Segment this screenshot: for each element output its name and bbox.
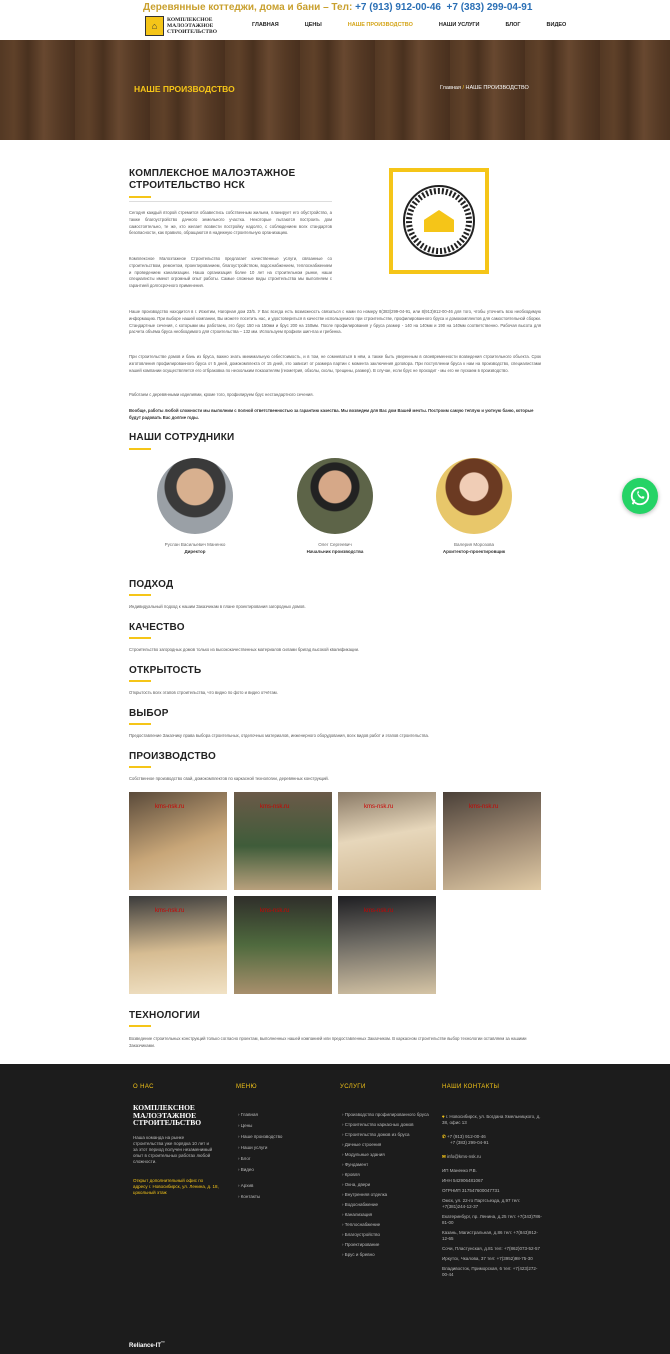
footer-branch: Екатеринбург, пр. Ленина, д.25 тел: +7(343)786-81-00: [442, 1214, 542, 1225]
footer-about-title: О НАС: [133, 1084, 154, 1090]
gallery-watermark: kms-nsk.ru: [260, 804, 290, 810]
footer-service-item[interactable]: › Брус и бревно: [342, 1252, 375, 1257]
avatar: [297, 458, 373, 534]
emblem-seal: [403, 185, 475, 257]
footer-contacts-title: НАШИ КОНТАКТЫ: [442, 1084, 500, 1090]
avatar: [436, 458, 512, 534]
staff-role: Директор: [184, 549, 206, 554]
section-text-quality: Строительство загородных домов только из высококачественных материалов силами бригад высокой квалификации.: [129, 647, 360, 652]
footer-services: [342, 1112, 434, 1258]
footer-branch: Омск, ул. 22-го Партсъезда, д.97 тел: +7(381)244-12-37: [442, 1198, 520, 1209]
footer-menu-item[interactable]: › Архив: [238, 1183, 254, 1188]
gallery-photo[interactable]: [234, 792, 332, 890]
footer-service-item[interactable]: › Строительство каркасных домов: [342, 1122, 414, 1127]
title-underline: [129, 766, 151, 768]
section-text-openness: Открытость всех этапов строительства, что видно по фото и видео отчётам.: [129, 690, 278, 695]
nav-blog[interactable]: БЛОГ: [505, 22, 521, 28]
house-logo-icon: ⌂: [145, 16, 164, 36]
footer-legal: ИНН 542906481067: [442, 1178, 484, 1183]
whatsapp-icon: [629, 485, 651, 507]
gallery-photo[interactable]: [129, 792, 227, 890]
footer-service-item[interactable]: › Теплоснабжение: [342, 1222, 381, 1227]
header-phone-2[interactable]: +7 (383) 299-04-91: [446, 2, 533, 13]
title-underline: [129, 594, 151, 596]
footer-service-item[interactable]: › Производство профилированного бруса: [342, 1112, 429, 1117]
footer-branch: Владивосток, Приморская, 6 тел: +7(423)272-00-44: [442, 1266, 538, 1277]
gallery-photo[interactable]: [234, 896, 332, 994]
footer-legal: ОГРНИП 317547600047731: [442, 1188, 500, 1193]
gallery-watermark: kms-nsk.ru: [469, 804, 499, 810]
staff-card: [434, 458, 514, 554]
footer-menu-item[interactable]: › Наше производство: [238, 1134, 283, 1139]
breadcrumb: Главная / НАШЕ ПРОИЗВОДСТВО: [440, 85, 529, 91]
footer-service-item[interactable]: › Внутренняя отделка: [342, 1192, 388, 1197]
title-underline: [129, 723, 151, 725]
footer-service-item[interactable]: › Фундамент: [342, 1162, 369, 1167]
footer-service-item[interactable]: › Дачные строения: [342, 1142, 382, 1147]
site-footer: [0, 1064, 670, 1354]
staff-name: Руслан Васильевич Маненко: [164, 542, 226, 547]
staff-name: Валерия Морозова: [454, 542, 494, 547]
footer-phone[interactable]: +7 (383) 299-04-91: [450, 1140, 489, 1145]
hero-banner: [0, 40, 670, 140]
gallery-photo[interactable]: [129, 896, 227, 994]
footer-legal: ИП Маненко Р.В.: [442, 1168, 477, 1173]
whatsapp-button[interactable]: [622, 478, 658, 514]
footer-services-title: УСЛУГИ: [340, 1084, 366, 1090]
footer-credit[interactable]: Reliance-IT™: [129, 1340, 166, 1349]
footer-office-note: Открыт дополнительный офис по адресу г. Новосибирск, ул. Ленина, д. 18, цокольный этаж: [133, 1178, 219, 1195]
gallery-watermark: kms-nsk.ru: [364, 804, 394, 810]
gallery-watermark: kms-nsk.ru: [260, 908, 290, 914]
map-pin-icon: ⌖: [442, 1114, 445, 1119]
intro-paragraph-1: Сегодня каждый второй стремится обзавестись собственным жильем, планирует его обустройство, а также благоустройство дачного земельного участка. Некоторые пытаются построить дом самостоятельно, те же, кто желает возвести постройку надолго, с соблюдением всех стандартов безопасности, как правило, обращаются в надежную строительную организацию.: [129, 210, 332, 236]
section-title-technologies: ТЕХНОЛОГИИ: [129, 1010, 201, 1021]
staff-role: Начальник производства: [306, 549, 364, 554]
title-underline: [129, 1025, 151, 1027]
gallery-watermark: kms-nsk.ru: [364, 908, 394, 914]
staff-title: НАШИ СОТРУДНИКИ: [129, 432, 235, 443]
footer-service-item[interactable]: › Модульные здания: [342, 1152, 385, 1157]
gallery-photo[interactable]: [443, 792, 541, 890]
site-logo[interactable]: [145, 14, 217, 38]
title-underline: [129, 196, 151, 198]
section-text-choice: Предоставление Заказчику права выбора строительных, отделочных материалов, инженерного оборудования, всех видов работ и этапов строительства.: [129, 733, 429, 738]
intro-paragraph-5: Работаем с деревянными изделиями, кроме того, профилируем брус нестандартного сечения.: [129, 392, 314, 397]
intro-title: КОМПЛЕКСНОЕ МАЛОЭТАЖНОЕ СТРОИТЕЛЬСТВО НСК: [129, 168, 296, 191]
footer-menu-item[interactable]: › Видео: [238, 1167, 254, 1172]
footer-service-item[interactable]: › Проектирование: [342, 1242, 380, 1247]
footer-menu-item[interactable]: › Главная: [238, 1112, 258, 1117]
breadcrumb-current: НАШЕ ПРОИЗВОДСТВО: [465, 85, 529, 91]
footer-branch: Иркутск, Чкалова, 37 тел: +7(3952)98-75-30: [442, 1256, 533, 1261]
intro-paragraph-3: Наше производство находится в г. Искитим, Нагорная дом 23/5. У Вас всегда есть возможность связаться с нами по номеру 8(383)299-04-91, или 8(913)912-00-46 для того, чтобы уточнить всю необходимую информацию. При выборе нашей компании, Вы можете посетить нас, и удостовериться в качестве используемого при строительстве, профилированного бруса и домокомплектов для самостоятельной сборки. Стандартные сечения, с которыми мы работаем, это брус 150 на 150мм и брус 200 на 150мм. После профилирования у бруса размер - 140 на 140мм и 190 на 140мм соответственно. Рабочая высота для расчета объёма бруса необходимого для строительства – 132 мм. Используем профили шип-паз и гребенка.: [129, 309, 541, 335]
breadcrumb-home[interactable]: Главная: [440, 85, 461, 91]
nav-home[interactable]: ГЛАВНАЯ: [252, 22, 279, 28]
footer-service-item[interactable]: › Водоснабжение: [342, 1202, 379, 1207]
intro-paragraph-4: При строительстве домов и бань из бруса, важно знать минимальную себестоимость, и в том, не сомневаться в нём, а также быть уверенным в своевременности возведения строительного объекта. Срок изготовления профилированного бруса от 5 дней, домокомплекта от 15 дней, это зависит от размера партии с момента заключения договора. При поступлении бруса к нам на производство, специалистами нашей компании осуществляется его отбраковка по нескольким показателям (геометрия, обзолы, сколы, трещины, размер). В случае, если брус не проходит - мы его не пускаем в производство.: [129, 354, 541, 373]
staff-card: [295, 458, 375, 554]
nav-video[interactable]: ВИДЕО: [546, 22, 567, 28]
gallery-photo[interactable]: [338, 896, 436, 994]
footer-address: ⌖ г. Новосибирск, ул. Богдана Хмельницкого, д. 38, офис 13: [442, 1114, 541, 1125]
header-phone-1[interactable]: +7 (913) 912-00-46: [355, 2, 441, 13]
gallery-photo[interactable]: [338, 792, 436, 890]
staff-role: Архитектор-проектировщик: [442, 549, 506, 554]
title-underline: [129, 680, 151, 682]
section-text-production: Собственное производство свай, домокомплектов по каркасной технологии, деревянных конструкций.: [129, 776, 329, 781]
title-underline: [129, 637, 151, 639]
footer-email[interactable]: ✉ info@kms-nsk.ru: [442, 1154, 481, 1159]
header-tagline: Деревянные коттеджи, дома и бани – Тел: +7 (913) 912-00-46 +7 (383) 299-04-91: [143, 2, 533, 13]
intro-paragraph-2: Комплексное Малоэтажное Строительство предлагает качественные услуги, связанные со строительством, ремонтом, проектированием, благоустройством, водоснабжением, теплоснабжением и проведением канализации. Наша организация более 10 лет на строительном рынке, наши специалисты имеют огромный опыт работы. Самые сложные виды строительства мы выполняем с гарантией долгосрочного применения.: [129, 256, 332, 289]
footer-service-item[interactable]: › Канализация: [342, 1212, 373, 1217]
footer-branch: Сочи, Пластунская, д.81 тел: +7(862)073-52-57: [442, 1246, 541, 1251]
staff-name: Олег Сергеевич: [318, 542, 352, 547]
staff-card: [155, 458, 235, 554]
footer-service-item[interactable]: › Строительство домов из бруса: [342, 1132, 410, 1137]
section-title-production: ПРОИЗВОДСТВО: [129, 751, 216, 762]
mail-icon: ✉: [442, 1154, 446, 1159]
divider: [129, 201, 332, 202]
footer-phone[interactable]: ✆ +7 (913) 912-00-46: [442, 1134, 486, 1139]
top-bar: [0, 0, 670, 40]
gallery-watermark: kms-nsk.ru: [155, 908, 185, 914]
footer-menu-item[interactable]: › Контакты: [238, 1194, 261, 1199]
footer-menu-title: МЕНЮ: [236, 1084, 257, 1090]
section-title-choice: ВЫБОР: [129, 708, 169, 719]
title-underline: [129, 448, 151, 450]
footer-logo[interactable]: КОМПЛЕКСНОЕ МАЛОЭТАЖНОЕ СТРОИТЕЛЬСТВО: [133, 1103, 202, 1127]
footer-service-item[interactable]: › Окна, двери: [342, 1182, 371, 1187]
section-text-technologies: Возведение строительных конструкций только согласно проектам, выполненных нашей компанией или предоставленных Заказчиком. В каркасном строительстве выбор технологии оставляем за нашими Заказчиками.: [129, 1036, 527, 1048]
nav-production[interactable]: НАШЕ ПРОИЗВОДСТВО: [347, 22, 413, 28]
nav-services[interactable]: НАШИ УСЛУГИ: [438, 22, 480, 28]
logo-text: КОМПЛЕКСНОЕ МАЛОЭТАЖНОЕ СТРОИТЕЛЬСТВО: [167, 17, 217, 35]
avatar: [157, 458, 233, 534]
section-text-approach: Индивидуальный подход к нашим Заказчикам в плане проектирования загородных домов.: [129, 604, 306, 609]
footer-about-text: Наша команда на рынке строительства уже порядка 10 лет и за этот период получен незаменимый опыт в строительных работах любой сложности.: [133, 1135, 213, 1164]
footer-menu-item[interactable]: › Наши услуги: [238, 1145, 268, 1150]
section-title-quality: КАЧЕСТВО: [129, 622, 185, 633]
section-title-openness: ОТКРЫТОСТЬ: [129, 665, 202, 676]
footer-contacts: [442, 1114, 542, 1278]
footer-menu-item[interactable]: › Блог: [238, 1156, 251, 1161]
footer-branch: Казань, Магистральная, д.86 тел: +7(843)912-12-65: [442, 1230, 538, 1241]
company-emblem: [389, 168, 489, 274]
phone-icon: ✆: [442, 1134, 446, 1139]
footer-service-item[interactable]: › Благоустройство: [342, 1232, 380, 1237]
page-title: НАШЕ ПРОИЗВОДСТВО: [134, 84, 235, 94]
section-title-approach: ПОДХОД: [129, 579, 174, 590]
main-nav: [252, 22, 592, 28]
intro-paragraph-6: Вообще, работы любой сложности мы выполним с полной ответственностью за гарантию качества. Мы возведем для Вас дом Вашей мечты. Построим самую теплую и уютную баню, которые будут радовать Вас долгие годы.: [129, 408, 534, 420]
footer-menu-item[interactable]: › Цены: [238, 1123, 253, 1128]
nav-prices[interactable]: ЦЕНЫ: [304, 22, 322, 28]
footer-service-item[interactable]: › Кровля: [342, 1172, 360, 1177]
gallery-watermark: kms-nsk.ru: [155, 804, 185, 810]
footer-menu: [238, 1112, 282, 1200]
